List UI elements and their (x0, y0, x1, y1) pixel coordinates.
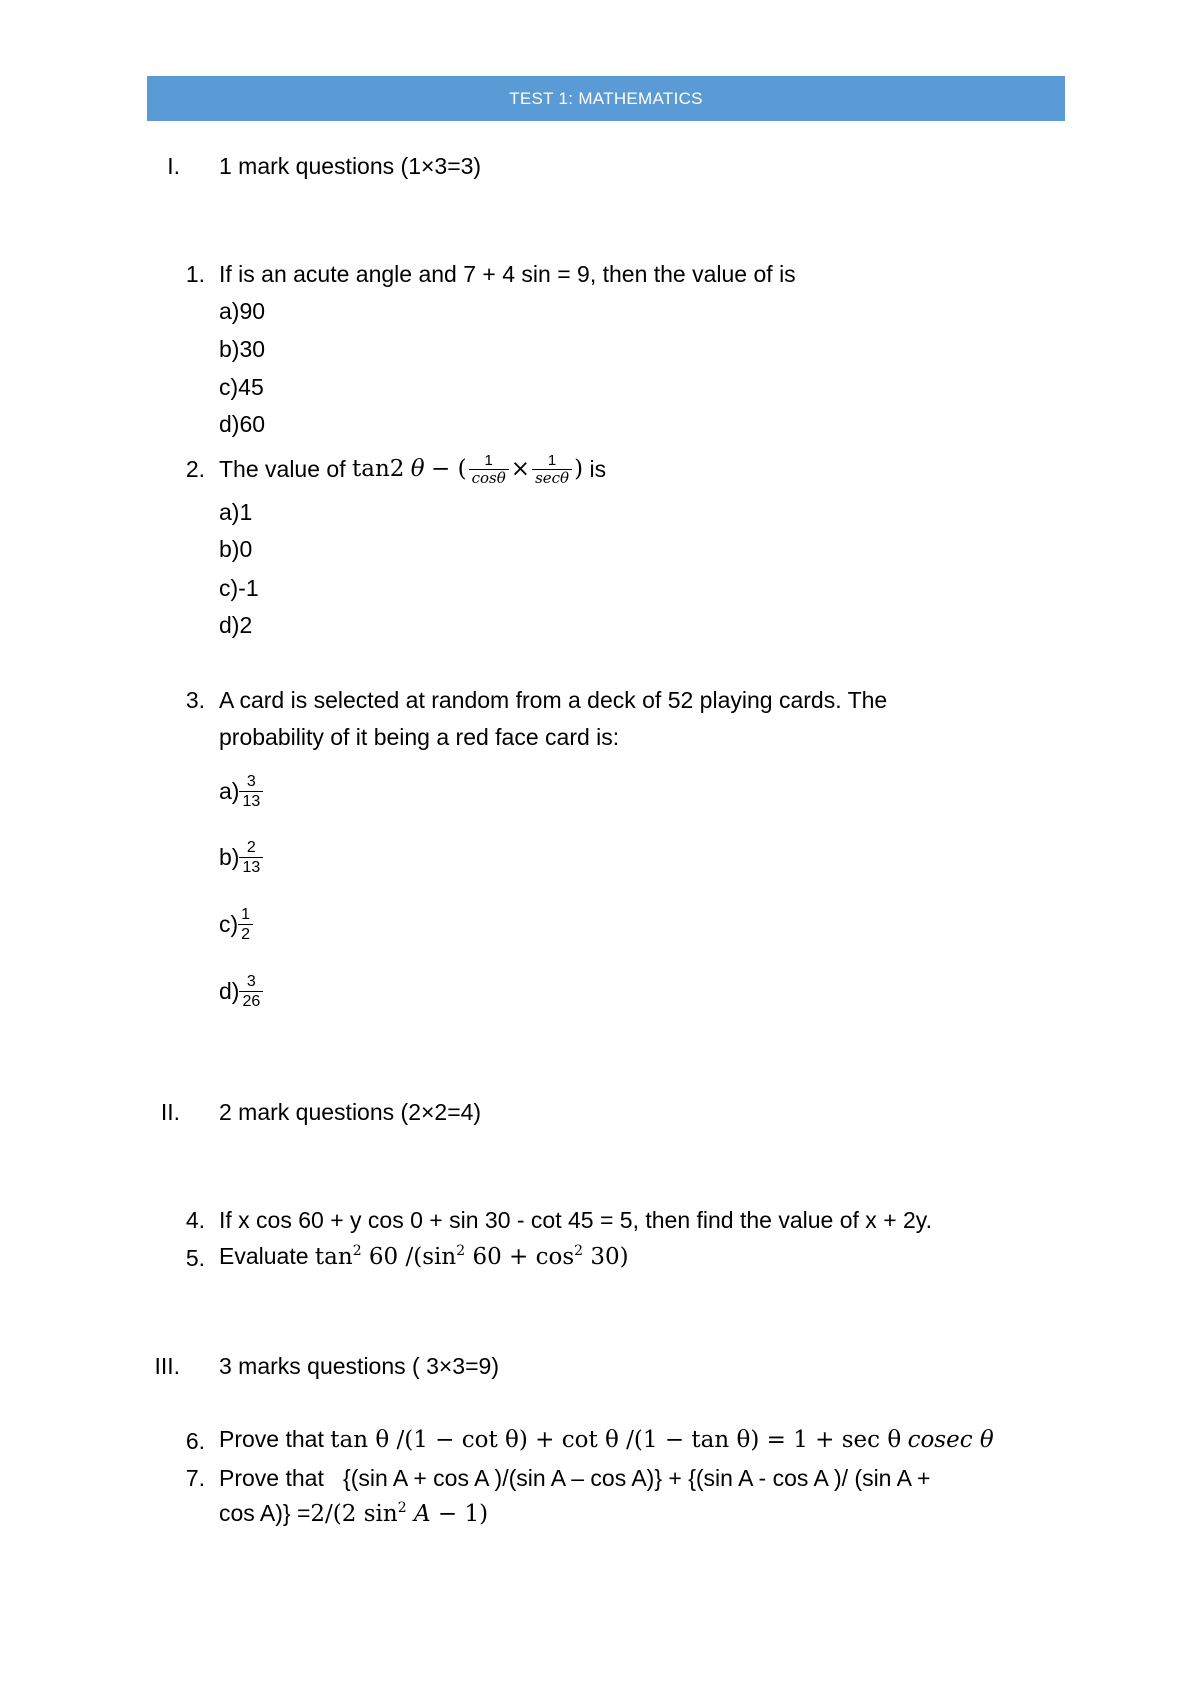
option-b-numerator: 2 (246, 839, 256, 856)
question-2-number: 2. (185, 456, 205, 482)
section-1-numeral: I. (167, 153, 180, 179)
question-6-prefix: Prove that (219, 1426, 324, 1452)
q7-part-1: 2/(2 sin (310, 1501, 398, 1527)
question-2-theta: θ (410, 456, 425, 482)
question-4-text: If x cos 60 + y cos 0 + sin 30 - cot 45 = 5, then find the value of x + 2y. (219, 1207, 932, 1233)
question-5-expression (315, 1244, 629, 1270)
question-2-times: × (510, 456, 531, 482)
page-title: TEST 1: MATHEMATICS (509, 89, 703, 108)
question-7-line-2-text: cos A)} = (219, 1500, 311, 1526)
q5-part-3: 60 + cos (472, 1244, 575, 1270)
header-band (147, 76, 1065, 121)
option-b-fraction (239, 838, 263, 877)
q5-part-4: 30) (590, 1244, 629, 1270)
fraction-2-numerator: 1 (547, 451, 557, 469)
q5-sup-3: 2 (574, 1243, 584, 1259)
fraction-2-denominator: secθ (532, 469, 572, 487)
question-2-option-d: d)2 (219, 612, 253, 638)
section-3-title: 3 marks questions ( 3×3=9) (219, 1353, 499, 1379)
q5-sup-1: 2 (352, 1243, 362, 1259)
question-7-line-1 (219, 1465, 930, 1492)
option-a-label: a) (219, 778, 240, 804)
question-7-prefix: Prove that (219, 1465, 324, 1491)
question-5-prefix: Evaluate (219, 1243, 309, 1269)
question-6-tail: cosec θ (907, 1427, 994, 1453)
question-3-option-d (219, 972, 263, 1011)
option-d-label: d) (219, 978, 240, 1004)
option-a-fraction (239, 772, 263, 811)
q5-sup-2: 2 (456, 1243, 466, 1259)
question-7-line-2 (219, 1500, 488, 1527)
option-c-fraction (238, 905, 253, 944)
question-2-minus: − ( (431, 456, 467, 482)
question-1-option-d: d)60 (219, 411, 266, 437)
question-1-text: If is an acute angle and 7 + 4 sin = 9, then the value of is (219, 261, 796, 287)
question-2-option-a: a)1 (219, 499, 253, 525)
question-3-option-c (219, 905, 253, 944)
section-1-title: 1 mark questions (1×3=3) (219, 153, 482, 179)
question-2-close: ) (574, 456, 584, 482)
option-d-numerator: 3 (246, 973, 256, 990)
q7-var-a: A (413, 1501, 431, 1527)
question-3-number: 3. (185, 687, 205, 713)
question-2-option-c: c)-1 (219, 575, 259, 601)
question-7-math (310, 1501, 488, 1527)
question-2-prefix: The value of (219, 455, 346, 482)
question-2-fraction-1 (469, 452, 509, 487)
option-d-fraction (239, 972, 263, 1011)
q5-tan: tan (314, 1244, 353, 1270)
question-4-number: 4. (185, 1207, 205, 1233)
question-1-option-c: c)45 (219, 374, 264, 400)
option-b-label: b) (219, 844, 240, 870)
q7-part-3: − 1) (437, 1501, 489, 1527)
option-b-denominator: 13 (239, 857, 263, 877)
section-2-numeral: II. (160, 1099, 180, 1125)
q7-sup: 2 (397, 1500, 407, 1516)
option-a-numerator: 3 (246, 773, 256, 790)
question-1-option-a: a)90 (219, 298, 266, 324)
fraction-1-numerator: 1 (484, 451, 493, 469)
option-c-label: c) (219, 911, 239, 937)
option-a-denominator: 13 (239, 791, 263, 811)
question-2-suffix: is (589, 455, 607, 482)
question-1-number: 1. (185, 261, 205, 287)
option-d-denominator: 26 (239, 991, 263, 1011)
option-c-numerator: 1 (241, 906, 251, 923)
question-3-line-1: A card is selected at random from a deck of 52 playing cards. The (219, 687, 888, 713)
question-2-option-b: b)0 (219, 536, 253, 562)
q5-part-2: 60 /(sin (368, 1244, 457, 1270)
question-2-fraction-2 (532, 452, 572, 487)
question-7-number: 7. (185, 1465, 205, 1491)
question-1-option-b: b)30 (219, 336, 266, 362)
question-2-tan: tan (351, 456, 390, 482)
section-3-numeral: III. (154, 1353, 180, 1379)
question-3-line-2: probability of it being a red face card is: (219, 724, 620, 750)
question-7-expression-1: {(sin A + cos A )/(sin A – cos A)} + {(sin A - cos A )/ (sin A + (343, 1465, 931, 1491)
question-6-expression: tan θ /(1 − cot θ) + cot θ /(1 − tan θ) = 1 + sec θ (330, 1427, 902, 1453)
option-c-denominator: 2 (238, 924, 253, 944)
section-2-title: 2 mark questions (2×2=4) (219, 1099, 482, 1125)
question-3-option-a (219, 772, 263, 811)
question-2-text: The value of tan 2 θ − ( $\frac{1}{\cos\theta}$ × $\frac{1}{\sec\theta}$ ) is (219, 451, 607, 487)
question-6-number: 6. (185, 1428, 205, 1454)
question-3-option-b (219, 838, 263, 877)
fraction-1-denominator: cosθ (469, 469, 509, 487)
question-6-text (219, 1426, 994, 1453)
question-5-text (219, 1243, 629, 1270)
question-5-number: 5. (185, 1245, 205, 1271)
